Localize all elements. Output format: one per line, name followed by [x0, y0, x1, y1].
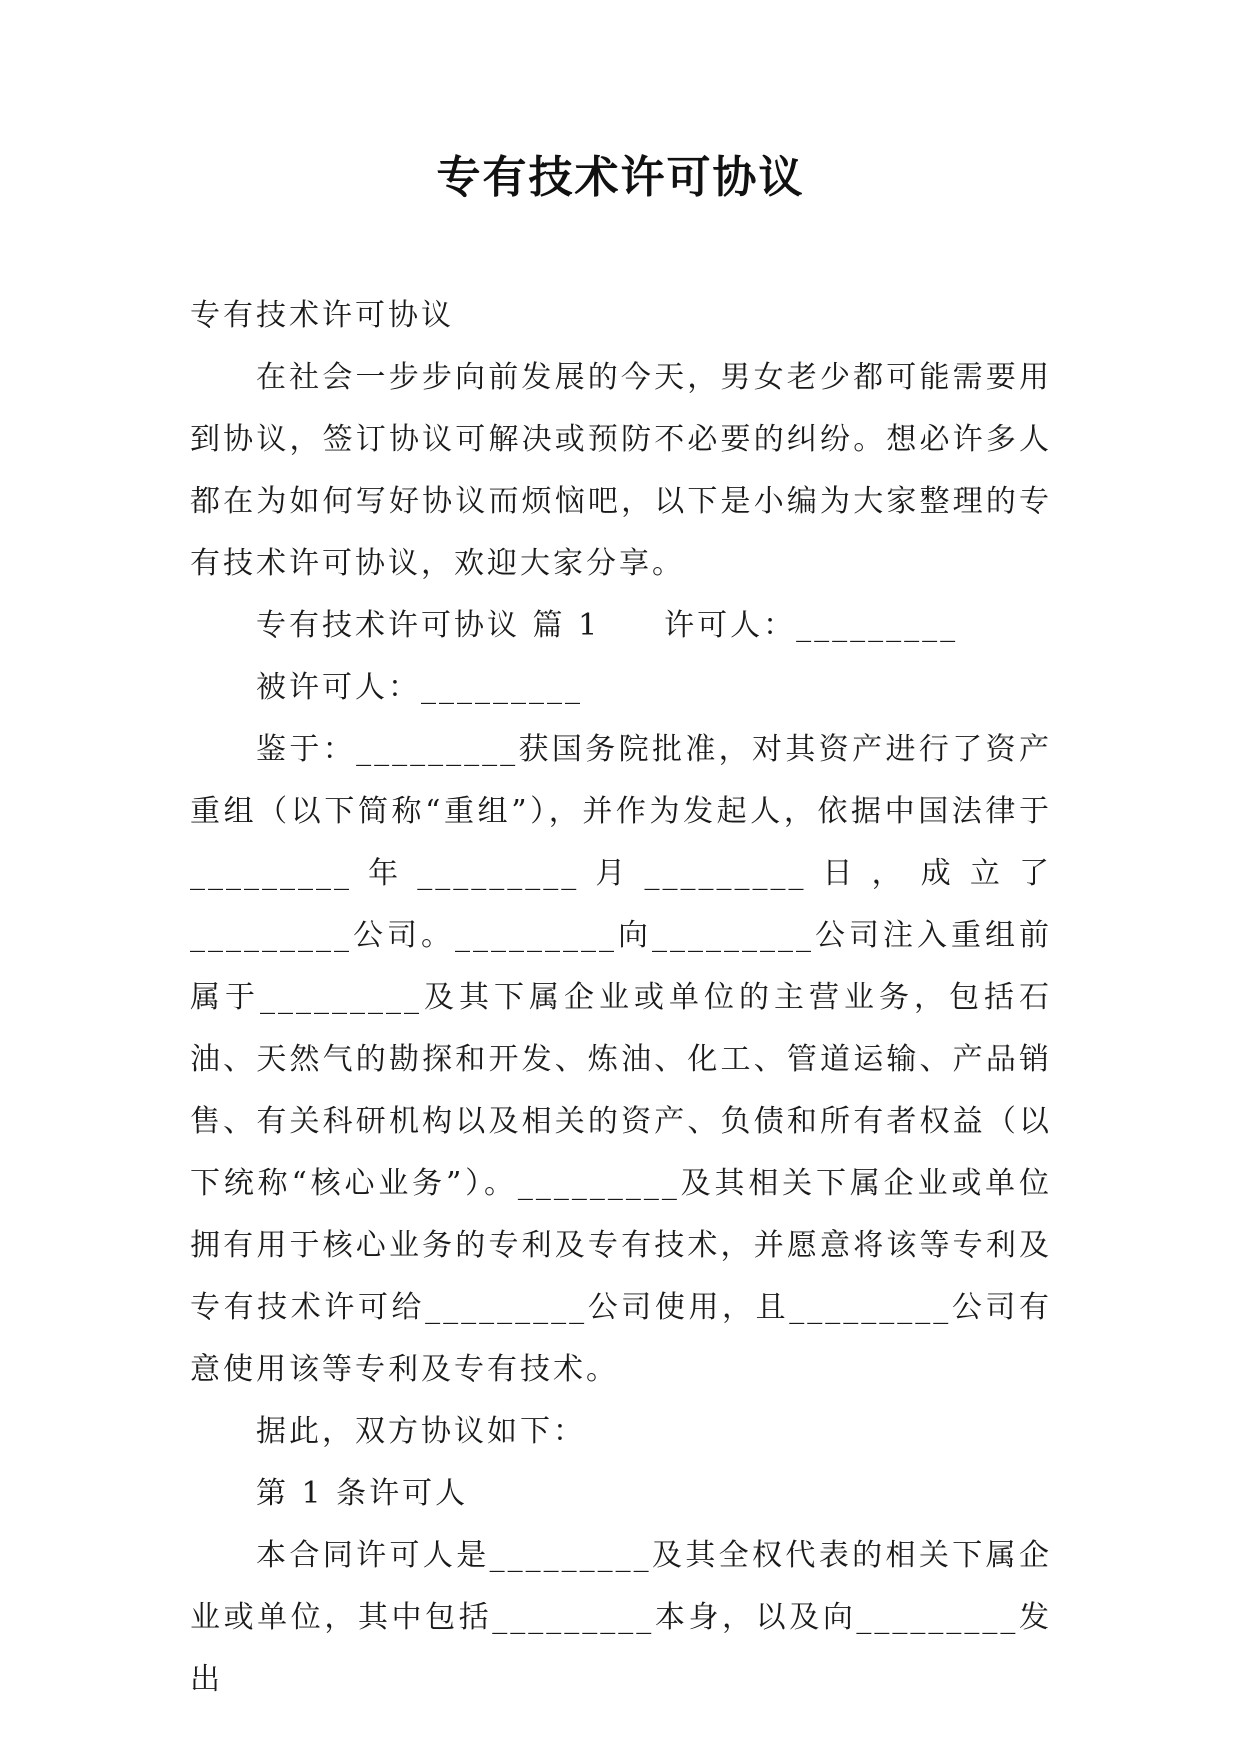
licensor-line: 许可人：_________: [664, 608, 959, 643]
agreement-intro: 据此，双方协议如下：: [256, 1414, 586, 1449]
article-1-title: 第 1 条许可人: [256, 1476, 469, 1511]
section-heading-line: [190, 595, 1052, 657]
whereas-paragraph: 鉴于：_________获国务院批准，对其资产进行了资产重组（以下简称“重组”），并作为发起人，依据中国法律于_________年_________月_________日，成立了_________公司。_________向_________公司注入重组前属于_________及其下属企业或单位的主营业务，包括石油、天然气的勘探和开发、炼油、化工、管道运输、产品销售、有关科研机构以及相关的资产、负债和所有者权益（以下统称“核心业务”）。_________及其相关下属企业或单位拥有用于核心业务的专利及专有技术，并愿意将该等专利及专有技术许可给_________公司使用，且_________公司有意使用该等专利及专有技术。: [190, 732, 1052, 1387]
document-title: 专有技术许可协议: [436, 152, 805, 203]
intro-paragraph: 在社会一步步向前发展的今天，男女老少都可能需要用到协议，签订协议可解决或预防不必要的纠纷。想必许多人都在为如何写好协议而烦恼吧，以下是小编为大家整理的专有技术许可协议，欢迎大家分享。: [190, 360, 1052, 581]
section-heading: 专有技术许可协议 篇 1: [256, 608, 601, 643]
document-subtitle: 专有技术许可协议: [190, 298, 454, 333]
document-body: [190, 285, 1052, 1711]
article-1-text: 本合同许可人是_________及其全权代表的相关下属企业或单位，其中包括_________本身，以及向_________发出: [190, 1538, 1052, 1697]
licensee-line: 被许可人：_________: [256, 670, 583, 705]
